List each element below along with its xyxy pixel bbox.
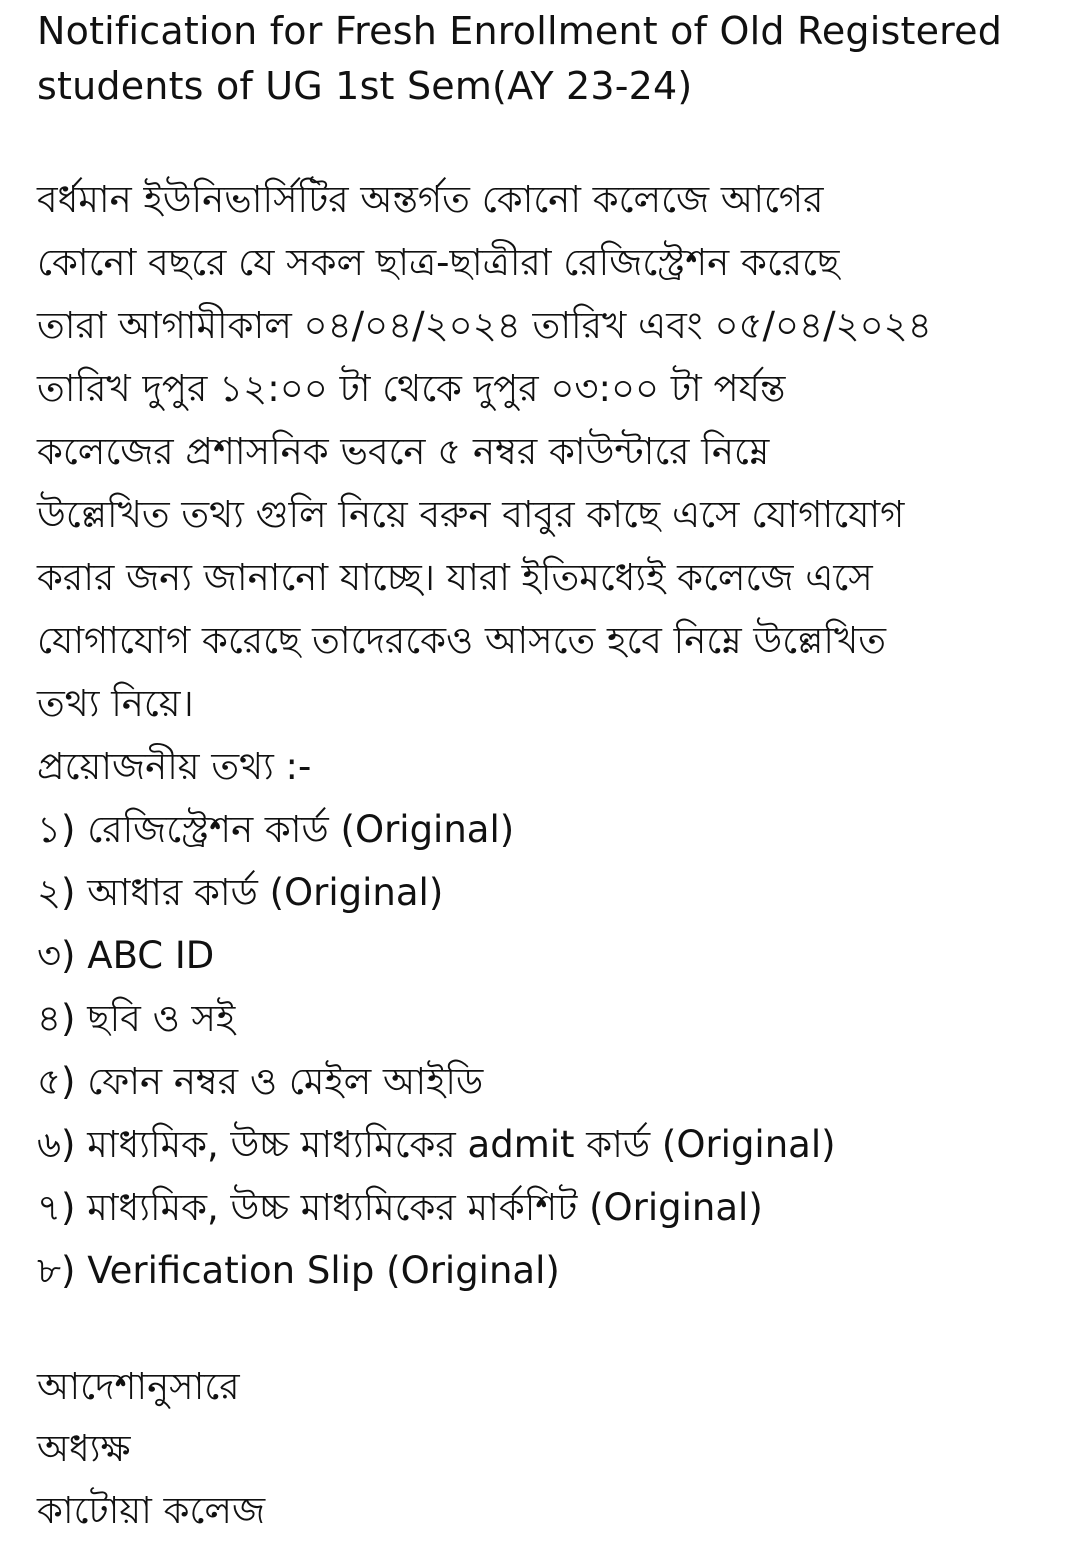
list-item: ৫) ফোন নম্বর ও মেইল আইডি xyxy=(37,1060,484,1103)
body-line: তথ্য নিয়ে। xyxy=(37,682,194,725)
body-line: বর্ধমান ইউনিভার্সিটির অন্তর্গত কোনো কলেজে আগের xyxy=(37,178,824,221)
list-item: ৮) Verification Slip (Original) xyxy=(37,1249,560,1292)
signature-line: কাটোয়া কলেজ xyxy=(37,1489,266,1532)
body-line: কোনো বছরে যে সকল ছাত্র-ছাত্রীরা রেজিস্ট্রেশন করেছে xyxy=(37,241,840,284)
signature-line: আদেশানুসারে xyxy=(37,1365,240,1408)
required-documents-heading: প্রয়োজনীয় তথ্য :- xyxy=(37,745,312,788)
body-line: তারা আগামীকাল ০৪/০৪/২০২৪ তারিখ এবং ০৫/০৪/২০২৪ xyxy=(37,304,932,347)
list-item: ৬) মাধ্যমিক, উচ্চ মাধ্যমিকের admit কার্ড (Original) xyxy=(37,1123,836,1166)
signature-block xyxy=(37,1356,1057,1542)
list-item: ২) আধার কার্ড (Original) xyxy=(37,871,444,914)
list-item: ১) রেজিস্ট্রেশন কার্ড (Original) xyxy=(37,808,515,851)
required-documents-list xyxy=(37,798,1057,1302)
body-line: উল্লেখিত তথ্য গুলি নিয়ে বরুন বাবুর কাছে এসে যোগাযোগ xyxy=(37,493,905,536)
list-item: ৩) ABC ID xyxy=(37,934,215,977)
title-line: students of UG 1st Sem(AY 23-24) xyxy=(37,64,693,108)
notice-title xyxy=(37,0,1057,114)
notice-document xyxy=(37,0,1057,1542)
body-line: কলেজের প্রশাসনিক ভবনে ৫ নম্বর কাউন্টারে নিম্নে xyxy=(37,430,770,473)
body-line: তারিখ দুপুর ১২:০০ টা থেকে দুপুর ০৩:০০ টা পর্যন্ত xyxy=(37,367,786,410)
notice-body xyxy=(37,168,1057,735)
list-item: ৭) মাধ্যমিক, উচ্চ মাধ্যমিকের মার্কশিট (Original) xyxy=(37,1186,763,1229)
body-line: করার জন্য জানানো যাচ্ছে। যারা ইতিমধ্যেই কলেজে এসে xyxy=(37,556,873,599)
signature-line: অধ্যক্ষ xyxy=(37,1427,131,1470)
spacer xyxy=(37,114,1057,168)
list-item: ৪) ছবি ও সই xyxy=(37,997,236,1040)
body-line: যোগাযোগ করেছে তাদেরকেও আসতে হবে নিম্নে উল্লেখিত xyxy=(37,619,887,662)
spacer xyxy=(37,1302,1057,1356)
title-line: Notification for Fresh Enrollment of Old Registered xyxy=(37,9,1003,53)
